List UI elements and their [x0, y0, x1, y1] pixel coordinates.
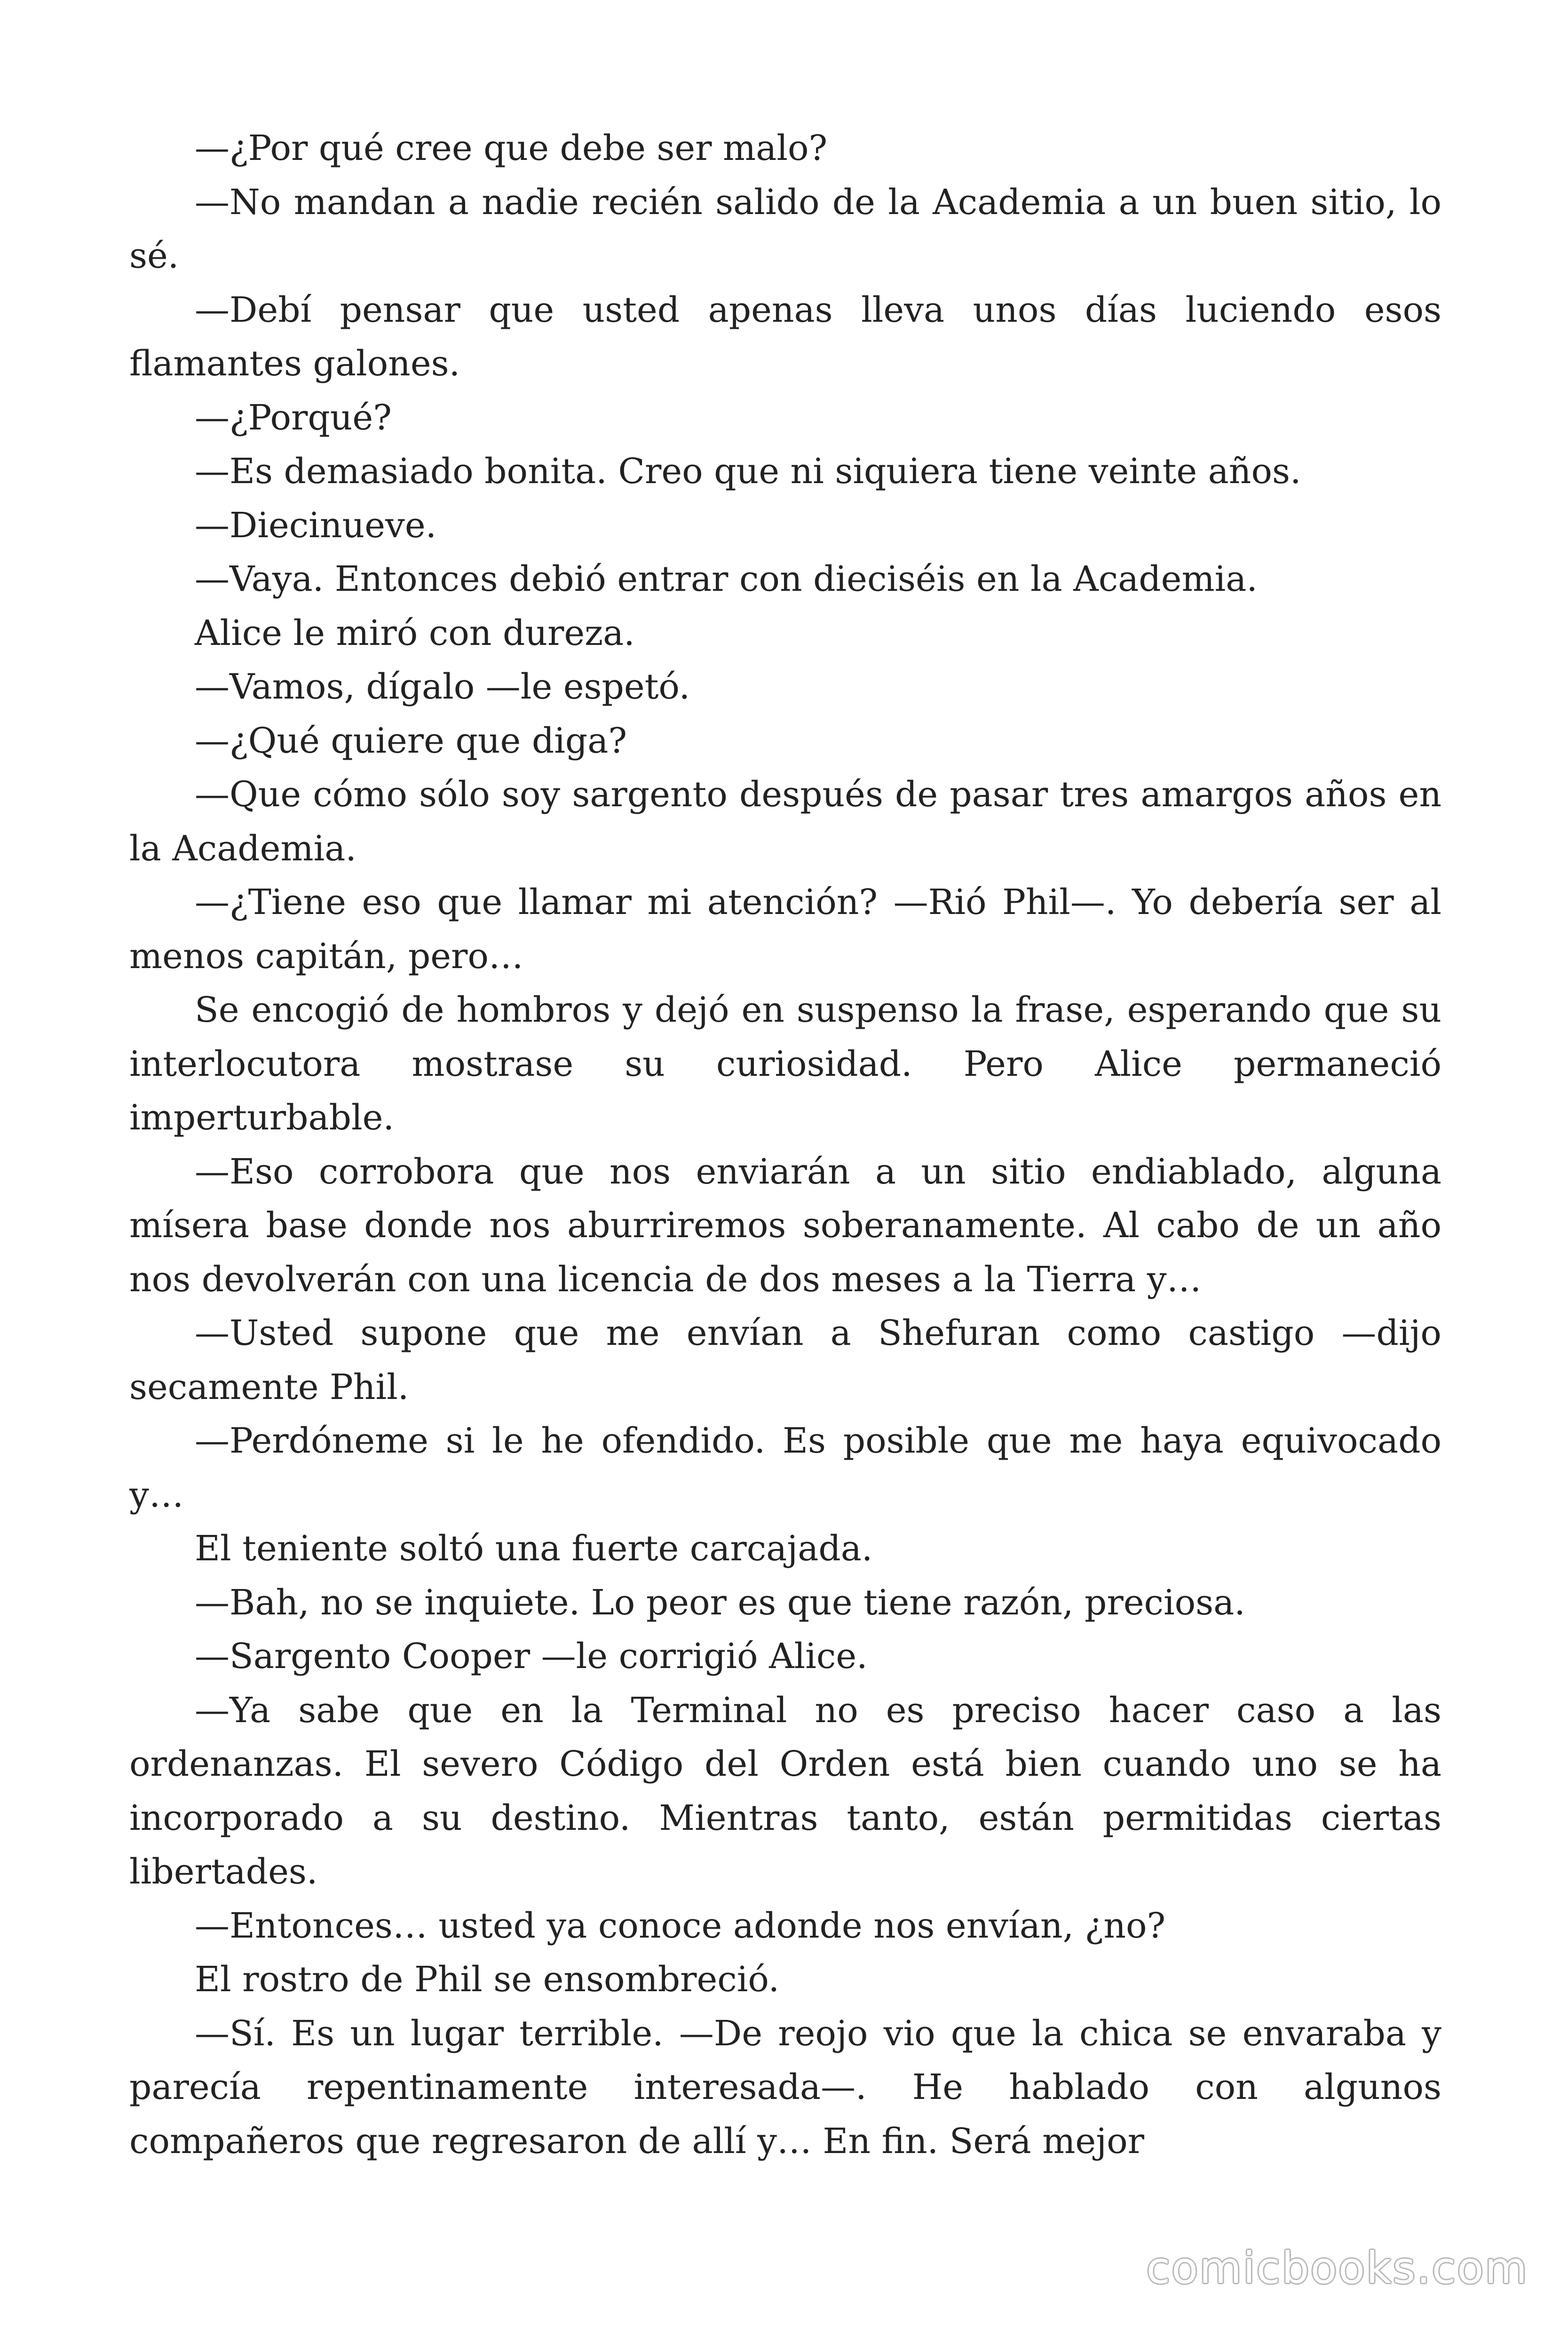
paragraph: El teniente soltó una fuerte carcajada. [195, 1528, 873, 1569]
paragraph: —Bah, no se inquiete. Lo peor es que tiene razón, preciosa. [195, 1582, 1245, 1623]
paragraph: —Diecinueve. [195, 505, 437, 546]
paragraph: Se encogió de hombros y dejó en suspenso la frase, esperando que su interlocutora mostrase su curiosidad. Pero Alice permaneció imperturbable. [129, 990, 1441, 1138]
paragraph: —Vaya. Entonces debió entrar con dieciséis en la Academia. [195, 559, 1258, 599]
body-text [129, 121, 1441, 2168]
watermark-text: comicbooks.com [1146, 2243, 1528, 2293]
paragraph: —Sí. Es un lugar terrible. —De reojo vio que la chica se envaraba y parecía repentinamente interesada—. He hablado con algunos compañeros que regresaron de allí y… En fin. Será mejor [129, 2013, 1441, 2161]
paragraph: —No mandan a nadie recién salido de la Academia a un buen sitio, lo sé. [129, 182, 1441, 276]
paragraph: —Entonces… usted ya conoce adonde nos envían, ¿no? [195, 1905, 1166, 1946]
paragraph: —Debí pensar que usted apenas lleva unos días luciendo esos flamantes galones. [129, 289, 1441, 384]
paragraph: —Sargento Cooper —le corrigió Alice. [195, 1636, 868, 1677]
paragraph: —Eso corrobora que nos enviarán a un sitio endiablado, alguna mísera base donde nos aburriremos soberanamente. Al cabo de un año nos devolverán con una licencia de dos meses a la Tierra y… [129, 1151, 1441, 1300]
paragraph: —Que cómo sólo soy sargento después de pasar tres amargos años en la Academia. [129, 774, 1441, 869]
paragraph: —¿Por qué cree que debe ser malo? [195, 128, 828, 168]
paragraph: —Es demasiado bonita. Creo que ni siquiera tiene veinte años. [195, 451, 1301, 492]
paragraph: —¿Tiene eso que llamar mi atención? —Rió Phil—. Yo debería ser al menos capitán, pero… [129, 882, 1441, 977]
paragraph: El rostro de Phil se ensombreció. [195, 1959, 780, 2000]
paragraph: —¿Qué quiere que diga? [195, 720, 627, 761]
paragraph: —Vamos, dígalo —le espetó. [195, 667, 690, 707]
paragraph: —Perdóneme si le he ofendido. Es posible que me haya equivocado y… [129, 1421, 1441, 1515]
paragraph: Alice le miró con dureza. [195, 612, 635, 653]
paragraph: —Ya sabe que en la Terminal no es preciso hacer caso a las ordenanzas. El severo Código del Orden está bien cuando uno se ha incorporado a su destino. Mientras tanto, están permitidas ciertas libertades. [129, 1690, 1441, 1892]
paragraph: —Usted supone que me envían a Shefuran como castigo —dijo secamente Phil. [129, 1313, 1441, 1407]
paragraph: —¿Porqué? [195, 397, 392, 438]
